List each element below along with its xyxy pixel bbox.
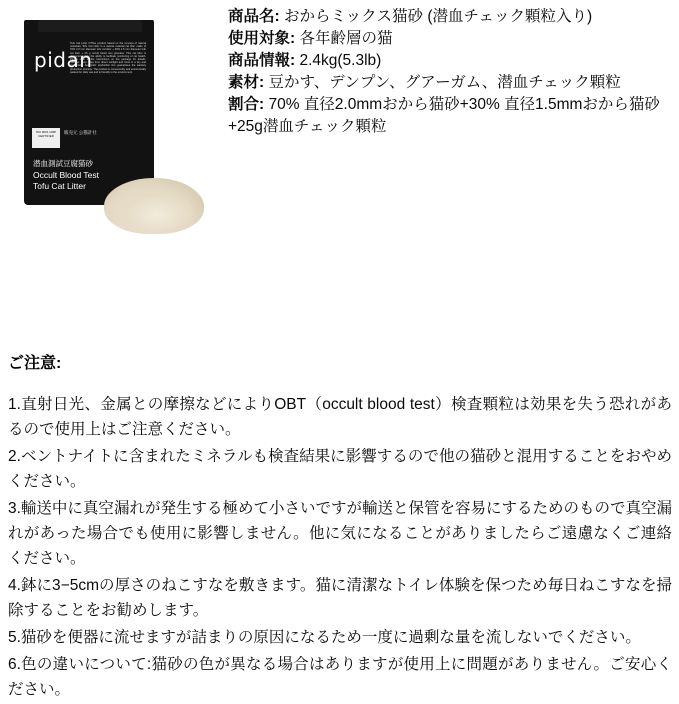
spec-row-name [228, 6, 671, 28]
spec-label-info: 商品情報: [228, 52, 296, 69]
spec-value-name: おからミックス猫砂 (潜血チェック顆粒入り) [279, 8, 593, 25]
note-item: 5.猫砂を便器に流せますが詰まりの原因になるため一度に過剰な量を流しないでください。 [8, 629, 641, 646]
note-item: 1.直射日光、金属との摩擦などによりOBT（occult blood test）検査顆粒は効果を失う恐れがあるので使用上はご注意ください。 [8, 396, 672, 438]
bag-label-english-line2: Tofu Cat Litter [33, 181, 86, 191]
note-item: 3.輸送中に真空漏れが発生する極めて小さいですが輸送と保管を容易にするためのもので真空漏れがあった場合でも使用に影響しません。他に気になることがありましたらご遠慮なくご連絡ください。 [8, 500, 672, 567]
product-image [8, 6, 223, 256]
litter-bag-graphic [24, 20, 154, 205]
spec-value-target: 各年齢層の猫 [295, 30, 393, 47]
bag-label-japanese: 潜血測試豆腐猫砂 [33, 159, 93, 168]
notes-title: ご注意: [8, 355, 62, 372]
spec-label-target: 使用対象: [228, 30, 296, 47]
specification-list [223, 6, 671, 138]
spec-row-material [228, 72, 671, 94]
brand-logo: pidan [34, 48, 93, 72]
spec-label-name: 商品名: [228, 8, 280, 25]
certification-seal-icon: ISO 9001 GMP CERTIFIED [32, 128, 60, 148]
spec-value-ratio: 70% 直径2.0mmおから猫砂+30% 直径1.5mmおから猫砂+25g潜血チェック顆粒 [228, 96, 660, 135]
bag-top-seal [38, 20, 142, 32]
spec-label-material: 素材: [228, 74, 265, 91]
top-section [0, 0, 679, 256]
spec-row-ratio [228, 94, 671, 138]
importer-text: 販売元 公猫計社 [64, 130, 97, 135]
litter-pile-highlight [120, 192, 194, 230]
note-item: 6.色の違いについて:猫砂の色が異なる場合はありますが使用上に問題がありません。ご安心ください。 [8, 656, 672, 698]
note-item: 4.鉢に3−5cmの厚さのねこすなを敷きます。猫に清潔なトイレ体験を保つため毎日ねこすなを掃除することをお勧めします。 [8, 577, 672, 619]
spec-row-info [228, 50, 671, 72]
notes-section [8, 352, 672, 704]
spec-label-ratio: 割合: [228, 96, 265, 113]
spec-row-target [228, 28, 671, 50]
package-fineprint: Tofu Cat Litter OTTee product based on the concept of natural materials, Tofu Cat Litter is a natural material cat litter made of 70% 2.0 mm diameter tofu cat litter + 30% 1.5 mm diameter tofu cat litter + 25 g occult blood test granules. This cat litter is characterized by the ability to facilitate monitoring of cat health. Please refer to the instructions on the package for details. Storage: keep away from direct sunlight and store in a dry and cool place. Automatic production line guarantees the sanitary production process. The product is conveniently and economically packed for daily use and is friendly to the environment. [70, 42, 146, 74]
bag-label-english-line1: Occult Blood Test [33, 170, 99, 180]
note-item: 2.ベントナイトに含まれたミネラルも検査結果に影響するので他の猫砂と混用することをおやめください。 [8, 448, 672, 490]
spec-value-material: 豆かす、デンプン、グアーガム、潜血チェック顆粒 [264, 74, 621, 91]
spec-value-info: 2.4kg(5.3lb) [295, 52, 382, 69]
